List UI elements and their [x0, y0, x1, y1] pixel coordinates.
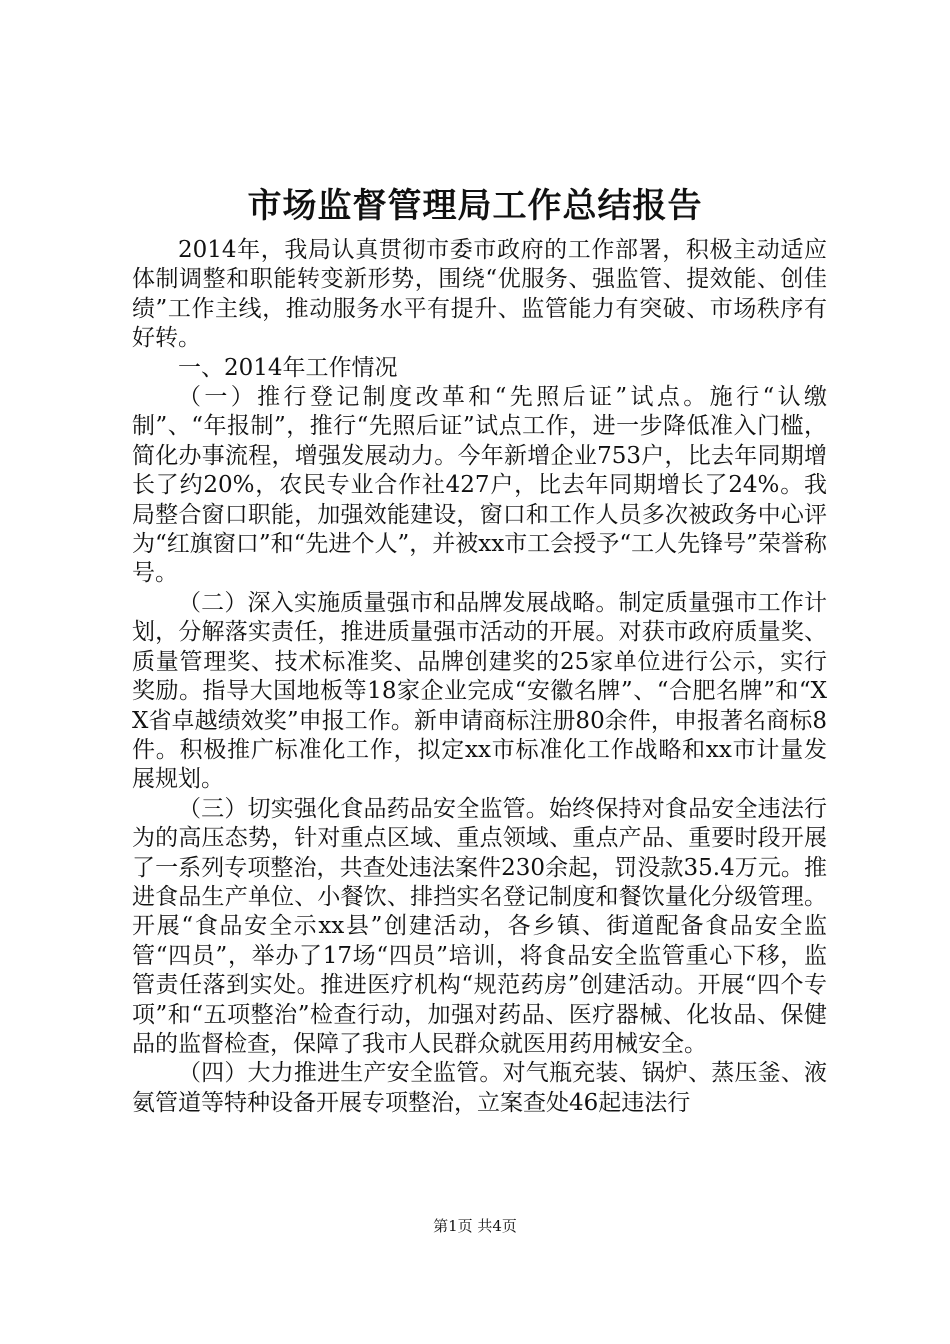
- section-heading: 一、2014年工作情况: [178, 354, 398, 381]
- paragraph-item-3: （三）切实强化食品药品安全监管。始终保持对食品安全违法行为的高压态势，针对重点区域、重点领域、重点产品、重要时段开展了一系列专项整治，共查处违法案件230余起，罚没款35.4万元。推进食品生产单位、小餐饮、排挡实名登记制度和餐饮量化分级管理。开展“食品安全示xx县”创建活动，各乡镇、街道配备食品安全监管“四员”，举办了17场“四员”培训，将食品安全监管重心下移，监管责任落到实处。推进医疗机构“规范药房”创建活动。开展“四个专项”和“五项整治”检查行动，加强对药品、医疗器械、化妆品、保健品的监督检查，保障了我市人民群众就医用药用械安全。: [132, 795, 827, 1057]
- document-body: [132, 236, 827, 1118]
- paragraph-item-1: （一）推行登记制度改革和“先照后证”试点。施行“认缴制”、“年报制”，推行“先照后证”试点工作，进一步降低准入门槛，简化办事流程，增强发展动力。今年新增企业753户，比去年同期增长了约20%，农民专业合作社427户，比去年同期增长了24%。我局整合窗口职能，加强效能建设，窗口和工作人员多次被政务中心评为“红旗窗口”和“先进个人”，并被xx市工会授予“工人先锋号”荣誉称号。: [132, 384, 827, 587]
- paragraph-intro: 2014年，我局认真贯彻市委市政府的工作部署，积极主动适应体制调整和职能转变新形势，围绕“优服务、强监管、提效能、创佳绩”工作主线，推动服务水平有提升、监管能力有突破、市场秩序有好转。: [132, 237, 827, 352]
- paragraph-item-4: （四）大力推进生产安全监管。对气瓶充装、锅炉、蒸压釜、液氨管道等特种设备开展专项整治，立案查处46起违法行: [132, 1060, 827, 1116]
- document-title: 市场监督管理局工作总结报告: [247, 186, 703, 226]
- page-number-footer: 第1页 共4页: [433, 1217, 517, 1235]
- paragraph-item-2: （二）深入实施质量强市和品牌发展战略。制定质量强市工作计划，分解落实责任，推进质量强市活动的开展。对获市政府质量奖、质量管理奖、技术标准奖、品牌创建奖的25家单位进行公示，实行奖励。指导大国地板等18家企业完成“安徽名牌”、“合肥名牌”和“XX省卓越绩效奖”申报工作。新申请商标注册80余件，申报著名商标8件。积极推广标准化工作，拟定xx市标准化工作战略和xx市计量发展规划。: [132, 589, 827, 793]
